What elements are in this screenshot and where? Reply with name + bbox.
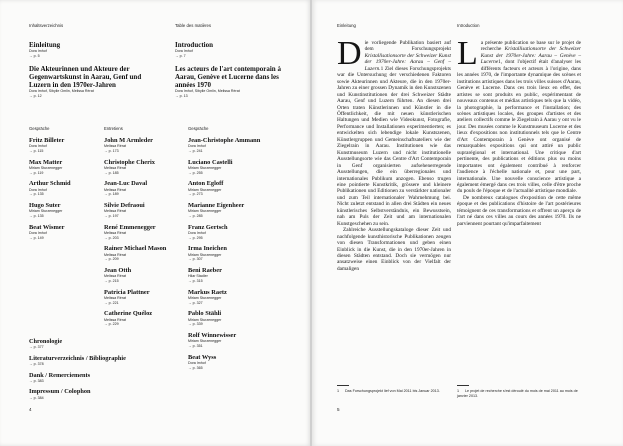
toc-entry[interactable]: Jean-Luc Daval Melissa Rérat → p. 189 xyxy=(104,180,186,196)
toc-entry[interactable]: Chronologie → p. 377 xyxy=(29,338,126,350)
toc-entry[interactable]: Dank / Remerciements → p. 383 xyxy=(29,372,126,384)
footnote-de: 1 Das Forschungsprojekt lief von Mai 2011 bis Januar 2013. xyxy=(337,385,451,394)
toc-entry[interactable]: Beat Wyss Dora Imhof → p. 365 xyxy=(188,354,288,370)
running-head-de: Inhaltsverzeichnis xyxy=(29,23,64,28)
toc-entry[interactable]: Einleitung Dora Imhof → p. 5 xyxy=(29,41,164,58)
toc-entry[interactable]: Jean-Christophe Ammann Dora Imhof → p. 241 xyxy=(188,137,288,153)
left-page xyxy=(0,0,311,446)
toc-top-de xyxy=(29,41,164,105)
toc-entry[interactable]: Introduction Dora Imhof → p. 7 xyxy=(175,41,295,58)
interviews-col3 xyxy=(188,137,288,375)
toc-entry[interactable]: Irma Ineichen Miriam Sturzenegger → p. 307 xyxy=(188,245,288,261)
toc-entry[interactable]: Markus Raetz Miriam Sturzenegger → p. 327 xyxy=(188,289,288,305)
toc-entry[interactable]: Jean Otth Melissa Rérat → p. 215 xyxy=(104,267,186,283)
toc-top-fr xyxy=(175,41,295,105)
toc-entry[interactable]: Impressum / Colophon → p. 384 xyxy=(29,388,126,400)
toc-entry[interactable]: Hugo Suter Miriam Sturzenegger → p. 135 xyxy=(29,202,99,218)
body-text-fr: La présente publication se base sur le projet de recherche Kristallisationsorte der Schweizer Kunst der 1970er-Jahre: Aarau – Genève – Lucerne1, dont l'objectif était d'analyser les différents facteurs et acteurs à l'origine, dans les années 1970, de l'importante dynamique des scènes et institutions artistiques dans les trois villes suisses d'Aarau, Genève et Lucerne. Dans ces trois lieux en effet, des artistes se sont produits en public, expérimentant de nouveaux contenus et médias artistiques tels que la vidéo, la photographie, la performance et l'installation; des scènes artistiques locales, des groupes d'artistes et des ateliers collectifs comme le Ziegelrain à Aarau y ont vu le jour. Des musées comme le Kunstmuseum Lucerne et des lieux d'expositions non institutionnels tels que le Centre d'Art Contemporain à Genève ont organisé de remarquables expositions qui ont attiré un public suprarégional et international. Une critique d'art pertinente, des publications et éditions plus ou moins importantes ont également contribué à renforcer l'audience à l'échelle nationale et, pour une part, internationale. Une nouvelle conscience artistique a également émergé dans ces trois villes, celle d'être proche du pouls de l'époque et de l'actualité artistique mondiale. De nombreux catalogues d'exposition de cette même époque et des publications d'histoire de l'art postérieures témoignent de ces transformations et offrent un aperçu de l'art né dans ces villes au cours des années 1970. Ils ne parviennent pourtant qu'imparfaitement xyxy=(457,35,581,227)
toc-entry[interactable]: Rolf Winnewisser Miriam Sturzenegger → p. 351 xyxy=(188,332,288,348)
toc-entry[interactable]: Franz Gertsch Dora Imhof → p. 295 xyxy=(188,224,288,240)
toc-entry[interactable]: Luciano Castelli Miriam Sturzenegger → p. 255 xyxy=(188,159,288,175)
running-head-de: Einleitung xyxy=(337,23,356,28)
section-label: Gespräche xyxy=(188,126,209,131)
interviews-col1 xyxy=(29,137,99,245)
right-page xyxy=(312,0,623,446)
toc-entry[interactable]: Anton Egloff Miriam Sturzenegger → p. 273 xyxy=(188,180,288,196)
toc-entry[interactable]: Catherine Quéloz Melissa Rérat → p. 229 xyxy=(104,310,186,326)
footnote-fr: 1 Le projet de recherche s'est déroulé du mois de mai 2011 au mois de janvier 2013. xyxy=(457,385,581,398)
toc-entry[interactable]: Beat Wismer Dora Imhof → p. 149 xyxy=(29,224,99,240)
running-head-fr: Table des matières xyxy=(175,23,212,28)
toc-entry[interactable]: Patricia Plattner Melissa Rérat → p. 221 xyxy=(104,289,186,305)
page-number: 5 xyxy=(337,407,340,412)
interviews-col2 xyxy=(104,137,186,332)
drop-cap: L xyxy=(457,35,478,72)
section-label: Gespräche xyxy=(29,126,50,131)
toc-entry[interactable]: Max Matter Miriam Sturzenegger → p. 119 xyxy=(29,159,99,175)
toc-entry[interactable]: Arthur Schmid Dora Imhof → p. 135 xyxy=(29,180,99,196)
toc-entry[interactable]: John M Armleder Melissa Rérat → p. 173 xyxy=(104,137,186,153)
drop-cap: D xyxy=(337,35,362,72)
toc-entry[interactable]: Rainer Michael Mason Melissa Rérat → p. 209 xyxy=(104,245,186,261)
toc-entry[interactable]: Silvie Defraoui Melissa Rérat → p. 197 xyxy=(104,202,186,218)
toc-entry[interactable]: Les acteurs de l'art contemporain à Aarau, Genève et Lucerne dans les années 1970 Dora Imhof, Sibylle Omlin, Melissa Rérat → p. 13 xyxy=(175,65,295,98)
toc-entry[interactable]: Pablo Stähli Miriam Sturzenegger → p. 339 xyxy=(188,310,288,326)
section-label: Entretiens xyxy=(104,126,123,131)
toc-bottom xyxy=(29,338,126,405)
page-number: 4 xyxy=(29,407,32,412)
toc-entry[interactable]: Christophe Cherix Melissa Rérat → p. 185 xyxy=(104,159,186,175)
body-text-de: Die vorliegende Publikation basiert auf dem Forschungsprojekt Kristallisationsorte der Schweizer Kunst der 1970er-Jahre: Aarau – Genf – Luzern.1 Ziel dieses Forschungsprojekts war die Untersuchung der verschiedenen Faktoren sowie Akteurinnen und Akteure, die in den 1970er-Jahren zu einer grossen Dynamik in den Kunstszenen und Kunstinstitutionen der drei Schweizer Städte Aarau, Genf und Luzern führten. An diesen drei Orten traten Künstlerinnen und Künstler in die Öffentlichkeit, die mit neuen künstlerischen Haltungen und Medien wie Videokunst, Fotografie, Performance und Installationen experimentierten; es entwickelten sich lebendige lokale Kunstszenen, Künstlergruppen und Gemeinschaftsateliers wie der Ziegelrain in Aarau. Institutionen wie das Kunstmuseum Luzern und nicht institutionelle Ausstellungsorte wie das Centre d'Art Contemporain in Genf organisierten aufsehenerregende Ausstellungen, die ein überregionales und internationales Publikum anzogen. Ebenso trugen eine pointierte Kunstkritik, grössere und kleinere Publikationen und Editionen zu verstärkter nationaler und zum Teil internationaler Wahrnehmung bei. Nicht zuletzt entstand in allen drei Städten ein neues künstlerisches Selbstverständnis, ein Bewusstsein, nah am Puls der Zeit und am internationalen Kunstgeschehen zu sein. Zahlreiche Ausstellungskataloge dieser Zeit und nachfolgende kunsthistorische Publikationen zeugen von diesen Transformationen und geben einen Einblick in die Kunst, die in den 1970er-Jahren in diesen Städten entstand. Doch sie vermögen nur ansatzweise einen Einblick von der Vielfalt der damaligen xyxy=(337,35,451,272)
toc-entry[interactable]: Beni Raeber Hilar Stadler → p. 315 xyxy=(188,267,288,283)
toc-entry[interactable]: Marianne Eigenheer Miriam Sturzenegger → p. 285 xyxy=(188,202,288,218)
running-head-fr: Introduction xyxy=(457,23,480,28)
toc-entry[interactable]: Die Akteurinnen und Akteure der Gegenwartskunst in Aarau, Genf und Luzern in den 1970er-Jahren Dora Imhof, Sibylle Omlin, Melissa Rérat → p. 12 xyxy=(29,65,164,98)
toc-entry[interactable]: Fritz Billeter Dora Imhof → p. 115 xyxy=(29,137,99,153)
toc-entry[interactable]: Literaturverzeichnis / Bibliographie → p. 378 xyxy=(29,355,126,367)
toc-entry[interactable]: René Emmenegger Melissa Rérat → p. 203 xyxy=(104,224,186,240)
